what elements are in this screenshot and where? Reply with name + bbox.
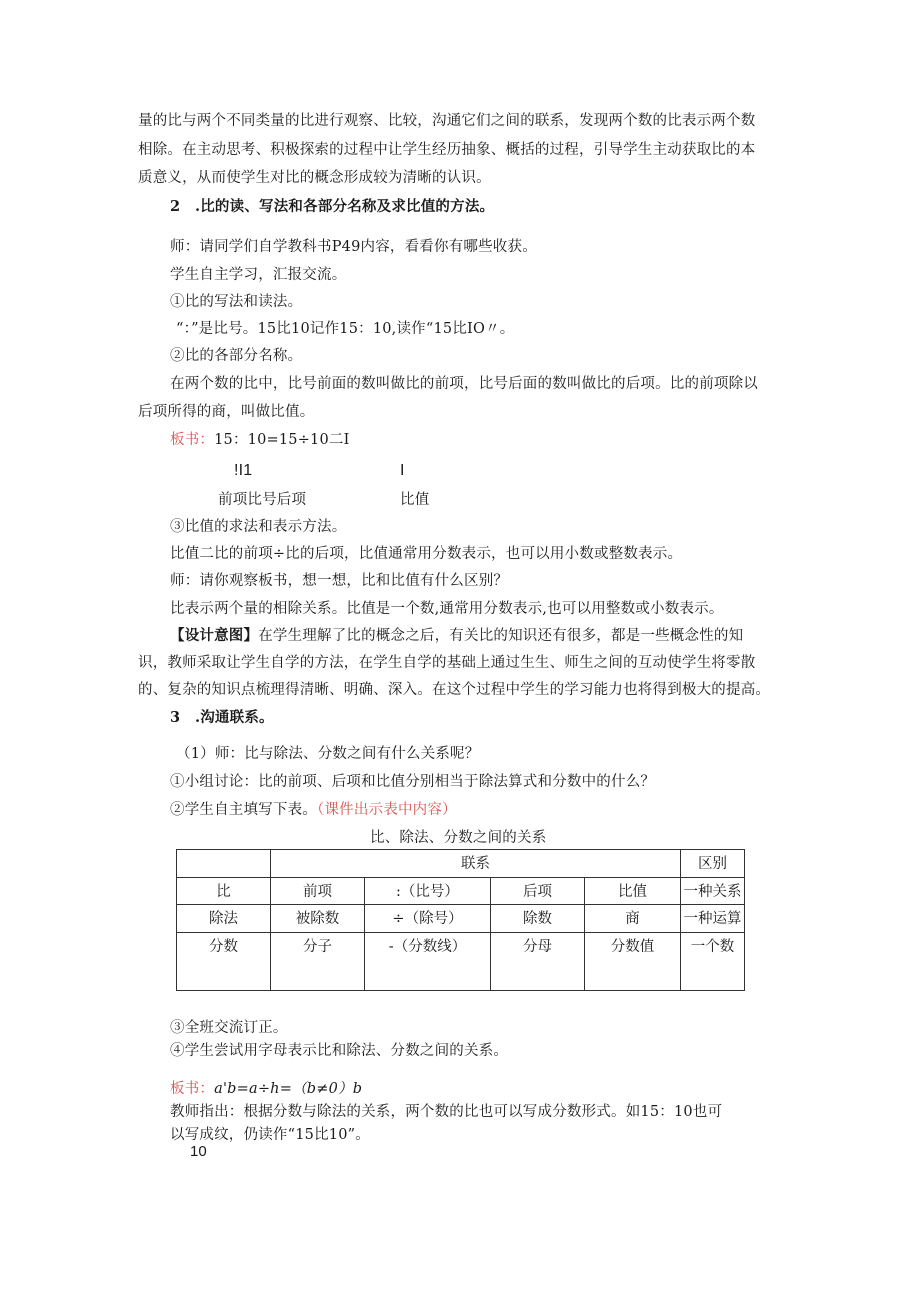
table-title: 比、除法、分数之间的关系: [370, 830, 547, 846]
cell: 除法: [177, 905, 271, 933]
item-2: ②比的各部分名称。: [170, 348, 303, 364]
parts-line-2: 后项所得的商，叫做比值。: [138, 404, 315, 420]
cell: 分数: [177, 932, 271, 990]
relation-table: [176, 849, 745, 991]
table-header-row: [177, 850, 745, 878]
design-line-1: [170, 626, 743, 646]
difference-answer: 比表示两个量的相除关系。比值是一个数,通常用分数表示,也可以用整数或小数表示。: [170, 601, 724, 617]
cell: 比值: [585, 877, 681, 905]
courseware-note: （课件出示表中内容）: [317, 802, 457, 818]
header-diff: 区别: [681, 850, 745, 878]
teacher-point-line-1: 教师指出：根据分数与除法的关系，两个数的比也可以写成分数形式。如15：10也可: [170, 1104, 723, 1120]
page-number: 10: [190, 1143, 207, 1160]
cell: 一种关系: [681, 877, 745, 905]
board-label: 板书：: [170, 432, 215, 448]
table-row: [177, 905, 745, 933]
cell: ÷（除号）: [365, 905, 491, 933]
section-2-heading: 2 .比的读、写法和各部分名称及求比值的方法。: [170, 198, 495, 215]
board-2: [170, 1079, 362, 1099]
header-empty-cell: [177, 850, 271, 878]
intro-line-3: 质意义，从而使学生对比的概念形成较为清晰的认识。: [138, 170, 491, 186]
header-link: 联系: [271, 850, 681, 878]
cell: 一种运算: [681, 905, 745, 933]
section-3-heading: 3 .沟通联系。: [170, 709, 274, 726]
discussion: ①小组讨论：比的前项、后项和比值分别相当于除法算式和分数中的什么？: [170, 774, 656, 790]
design-line-2: 识，教师采取让学生自学的方法，在学生自学的基础上通过生生、师生之间的互动使学生将零散: [138, 655, 756, 671]
item-1: ①比的写法和读法。: [170, 294, 303, 310]
student-study: 学生自主学习，汇报交流。: [170, 267, 347, 283]
design-text-1: 在学生理解了比的概念之后，有关比的知识还有很多，都是一些概念性的知: [258, 628, 744, 644]
cell: 分子: [271, 932, 365, 990]
board-marks-right: I: [400, 462, 405, 479]
table-row: [177, 932, 745, 990]
cell: -（分数线）: [365, 932, 491, 990]
table-row: [177, 877, 745, 905]
design-label: 【设计意图】: [170, 627, 259, 644]
design-line-3: 的、复杂的知识点梳理得清晰、明确、深入。在这个过程中学生的学习能力也将得到极大的提高。: [138, 682, 771, 698]
teacher-prompt: 师：请同学们自学教科书P49内容，看看你有哪些收获。: [170, 239, 537, 255]
fill-table: [170, 800, 457, 820]
fill-table-text: ②学生自主填写下表。: [170, 802, 317, 818]
board-label-right: 比值: [400, 492, 430, 508]
cell: 比: [177, 877, 271, 905]
cell: :（比号）: [365, 877, 491, 905]
item-3-correction: ③全班交流订正。: [170, 1020, 288, 1036]
board-text: 15：10=15÷10二I: [214, 432, 350, 448]
cell: 商: [585, 905, 681, 933]
cell: 被除数: [271, 905, 365, 933]
cell: 前项: [271, 877, 365, 905]
teacher-point-line-2: 以写成纹，仍读作“15比10”。: [170, 1127, 370, 1143]
cell: 分数值: [585, 932, 681, 990]
cell: 分母: [491, 932, 585, 990]
board-label-2: 板书：: [170, 1081, 215, 1097]
cell: 后项: [491, 877, 585, 905]
item-4: ④学生尝试用字母表示比和除法、分数之间的关系。: [170, 1043, 509, 1059]
board-marks-left: !I1: [234, 462, 253, 479]
board-formula: a'b=a÷h=（b≠0）b: [214, 1081, 363, 1097]
intro-line-1: 量的比与两个不同类量的比进行观察、比较，沟通它们之间的联系，发现两个数的比表示两个数: [138, 113, 756, 129]
cell: 一个数: [681, 932, 745, 990]
parts-line-1: 在两个数的比中，比号前面的数叫做比的前项，比号后面的数叫做比的后项。比的前项除以: [170, 376, 758, 392]
ratio-value-note: 比值二比的前项÷比的后项，比值通常用分数表示，也可以用小数或整数表示。: [170, 546, 683, 562]
board-1: [170, 430, 350, 450]
item-3: ③比值的求法和表示方法。: [170, 519, 347, 535]
teacher-question: 师：请你观察板书，想一想，比和比值有什么区别？: [170, 573, 509, 589]
section-3-question: （1）师：比与除法、分数之间有什么关系呢？: [176, 746, 480, 762]
cell: 除数: [491, 905, 585, 933]
board-label-left: 前项比号后项: [218, 492, 307, 508]
intro-line-2: 相除。在主动思考、积极探索的过程中让学生经历抽象、概括的过程，引导学生主动获取比的本: [138, 142, 756, 158]
colon-note: “：”是比号。15比10记作15：10,读作“15比IO〃。: [176, 321, 515, 337]
